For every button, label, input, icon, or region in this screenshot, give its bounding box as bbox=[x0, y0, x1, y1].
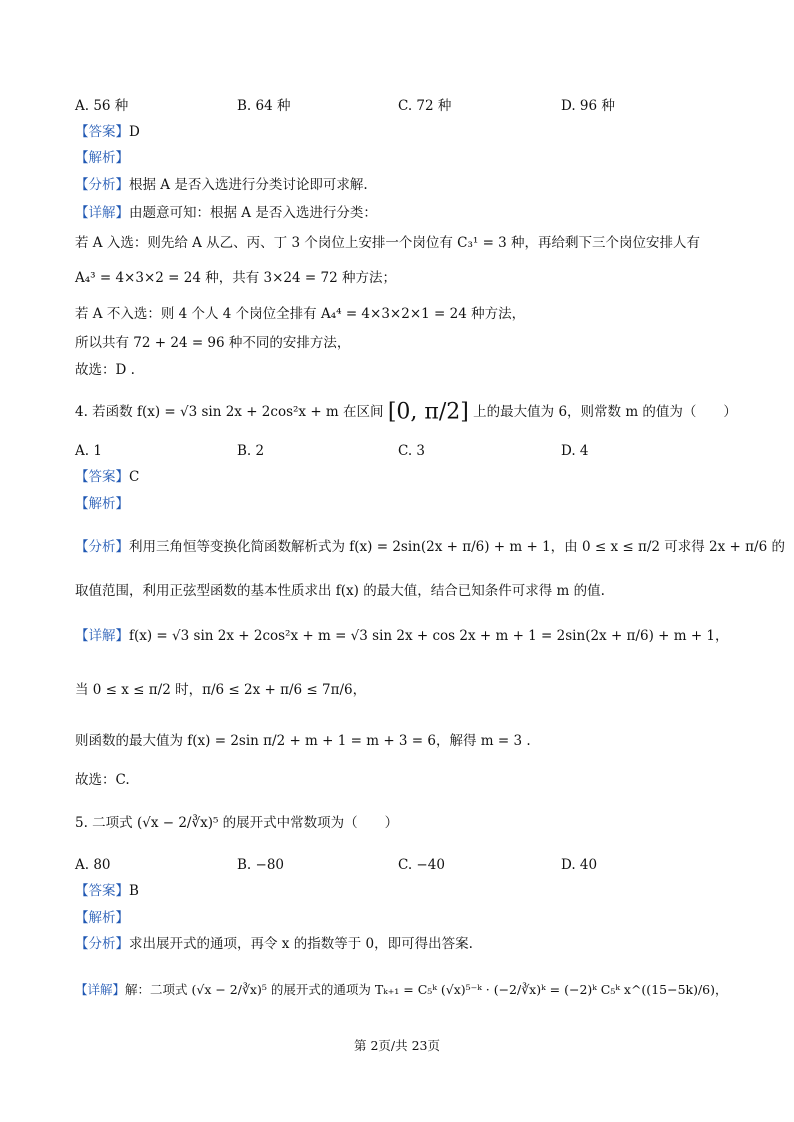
q4-stem-interval: [0, π/2] bbox=[387, 399, 469, 425]
q5-fenxi bbox=[75, 934, 473, 954]
q4-stem-post: 上的最大值为 6，则常数 m 的值为（ ） bbox=[473, 404, 737, 420]
q4-stem-pre: 4. 若函数 f(x) = √3 sin 2x + 2cos²x + m 在区间 bbox=[75, 404, 384, 420]
q3-case1-line2: A₄³ = 4×3×2 = 24 种，共有 3×24 = 72 种方法； bbox=[75, 270, 396, 286]
xiangjie-label: 【详解】 bbox=[75, 982, 126, 997]
q4-option-b: B. 2 bbox=[237, 443, 265, 459]
q3-option-c: C. 72 种 bbox=[398, 98, 452, 114]
fenxi-label: 【分析】 bbox=[75, 177, 129, 193]
q4-options bbox=[75, 441, 735, 461]
q3-answer-value: D bbox=[129, 124, 140, 140]
q4-xiangjie bbox=[75, 626, 729, 646]
q5-option-a: A. 80 bbox=[75, 857, 111, 873]
q3-total: 所以共有 72 + 24 = 96 种不同的安排方法， bbox=[75, 335, 351, 351]
q3-case1-line1: 若 A 入选：则先给 A 从乙、丙、丁 3 个岗位上安排一个岗位有 C₃¹ = 3 种，再给剩下三个岗位安排人有 bbox=[75, 235, 701, 251]
xiangjie-label: 【详解】 bbox=[75, 205, 129, 221]
q3-fenxi-text: 根据 A 是否入选进行分类讨论即可求解. bbox=[129, 177, 368, 193]
q3-xiangjie-text: 由题意可知：根据 A 是否入选进行分类： bbox=[129, 205, 377, 221]
q3-option-d: D. 96 种 bbox=[561, 98, 615, 114]
q4-option-d: D. 4 bbox=[561, 443, 589, 459]
page-footer: 第 2页/共 23页 bbox=[353, 1038, 441, 1053]
q3-options bbox=[75, 96, 735, 116]
q5-stem: 5. 二项式 (√x − 2/∛x)⁵ 的展开式中常数项为（ ） bbox=[75, 815, 399, 831]
q4-range: 当 0 ≤ x ≤ π/2 时，π/6 ≤ 2x + π/6 ≤ 7π/6， bbox=[75, 682, 367, 698]
q4-option-a: A. 1 bbox=[75, 443, 102, 459]
q5-fenxi-text: 求出展开式的通项，再令 x 的指数等于 0，即可得出答案. bbox=[129, 936, 473, 952]
q3-fenxi bbox=[75, 175, 368, 195]
q3-option-a: A. 56 种 bbox=[75, 98, 129, 114]
q5-options bbox=[75, 855, 735, 875]
answer-label: 【答案】 bbox=[75, 469, 129, 485]
q5-option-d: D. 40 bbox=[561, 857, 598, 873]
q4-fenxi-line2: 取值范围，利用正弦型函数的基本性质求出 f(x) 的最大值，结合已知条件可求得 m 的值. bbox=[75, 583, 605, 599]
q4-answer-value: C bbox=[129, 469, 140, 485]
q4-option-c: C. 3 bbox=[398, 443, 426, 459]
q5-option-c: C. −40 bbox=[398, 857, 445, 873]
q4-answer bbox=[75, 467, 139, 487]
q5-answer bbox=[75, 881, 139, 901]
q4-fenxi-line1 bbox=[75, 537, 785, 557]
q5-option-b: B. −80 bbox=[237, 857, 284, 873]
fenxi-label: 【分析】 bbox=[75, 539, 129, 555]
xiangjie-label: 【详解】 bbox=[75, 628, 129, 644]
q3-option-b: B. 64 种 bbox=[237, 98, 291, 114]
q5-jiexi-label: 【解析】 bbox=[75, 910, 129, 926]
q3-answer bbox=[75, 122, 140, 142]
q5-answer-value: B bbox=[129, 883, 139, 899]
q3-jiexi-label: 【解析】 bbox=[75, 150, 129, 166]
q3-choose: 故选：D . bbox=[75, 362, 135, 378]
q4-xiangjie-text: f(x) = √3 sin 2x + 2cos²x + m = √3 sin 2x + cos 2x + m + 1 = 2sin(2x + π/6) + m + 1， bbox=[129, 628, 729, 644]
q5-xiangjie bbox=[75, 980, 728, 1000]
q4-fenxi-text-a: 利用三角恒等变换化简函数解析式为 f(x) = 2sin(2x + π/6) + m + 1，由 0 ≤ x ≤ π/2 可求得 2x + π/6 的 bbox=[129, 539, 785, 555]
q3-xiangjie bbox=[75, 203, 377, 223]
q3-case2: 若 A 不入选：则 4 个人 4 个岗位全排有 A₄⁴ = 4×3×2×1 = 24 种方法， bbox=[75, 306, 526, 322]
q5-xiangjie-text: 解：二项式 (√x − 2/∛x)⁵ 的展开式的通项为 Tₖ₊₁ = C₅ᵏ (√x)⁵⁻ᵏ · (−2/∛x)ᵏ = (−2)ᵏ C₅ᵏ x^((15−5k)/6)， bbox=[125, 982, 728, 997]
q4-jiexi-label: 【解析】 bbox=[75, 496, 129, 512]
q4-max: 则函数的最大值为 f(x) = 2sin π/2 + m + 1 = m + 3 = 6，解得 m = 3 . bbox=[75, 733, 531, 749]
fenxi-label: 【分析】 bbox=[75, 936, 129, 952]
answer-label: 【答案】 bbox=[75, 883, 129, 899]
q4-stem bbox=[75, 399, 737, 425]
answer-label: 【答案】 bbox=[75, 124, 129, 140]
q4-choose: 故选：C. bbox=[75, 772, 130, 788]
